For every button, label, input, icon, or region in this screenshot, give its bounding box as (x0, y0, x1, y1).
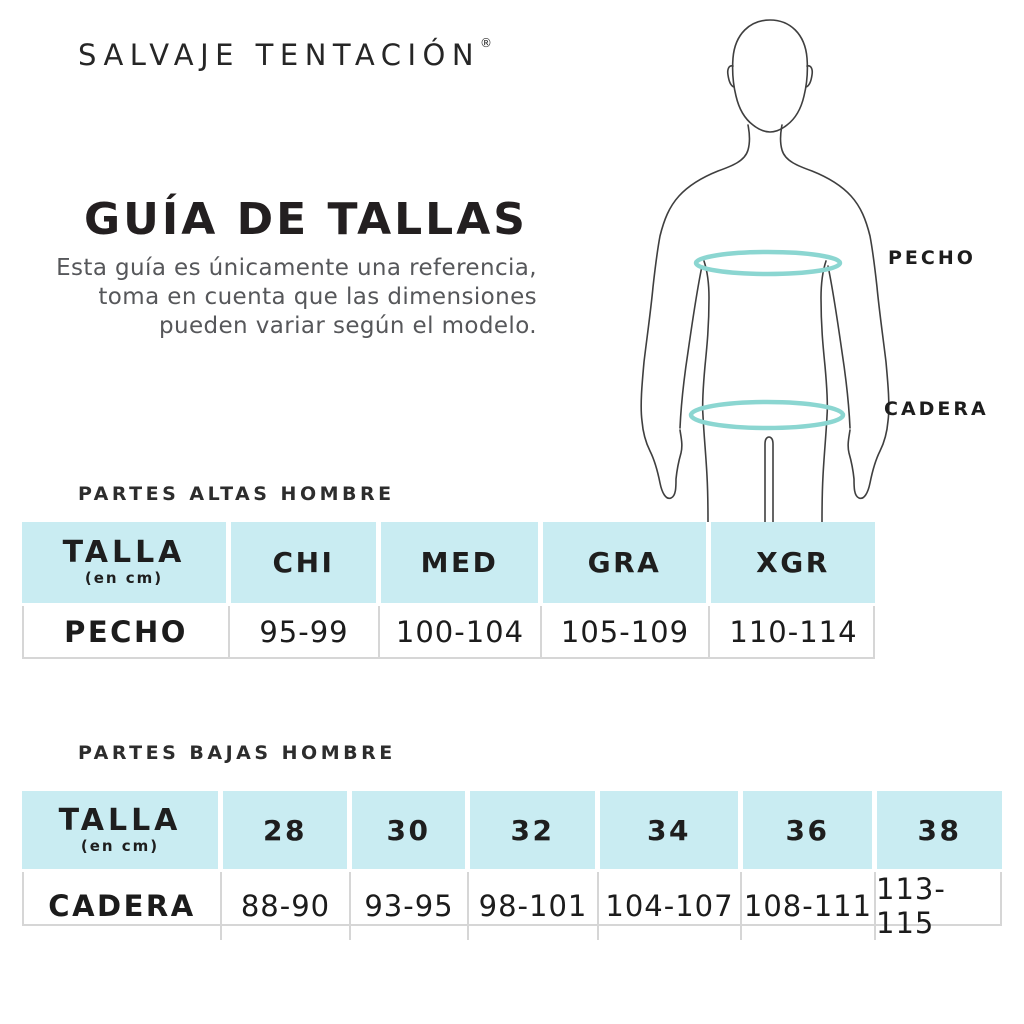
size-label: XGR (756, 546, 830, 579)
measure-value: 100-104 (378, 606, 540, 657)
figure-head (733, 20, 808, 132)
header-cell-size (706, 522, 875, 603)
size-label: 36 (785, 813, 830, 847)
talla-label: TALLA (58, 802, 182, 838)
chest-figure-label: PECHO (888, 247, 976, 269)
measure-value: 105-109 (540, 606, 708, 657)
brand-name: SALVAJE TENTACIÓN (78, 38, 481, 72)
talla-unit-label: (en cm) (80, 836, 160, 855)
size-label: 32 (510, 813, 555, 847)
size-guide-description: Esta guía es únicamente una referencia, toma en cuenta que las dimensiones pueden variar según el modelo. (56, 255, 537, 339)
talla-unit-label: (en cm) (84, 569, 164, 587)
table-header-row (22, 791, 1002, 869)
hip-figure-label: CADERA (884, 398, 989, 420)
header-cell-size (595, 791, 738, 869)
header-cell-size (738, 791, 872, 869)
measure-value: 88-90 (220, 872, 349, 940)
header-cell-talla (22, 791, 218, 869)
table-row (22, 872, 1002, 940)
section-label-partes-bajas: PARTES BAJAS HOMBRE (78, 742, 396, 764)
measure-value: 98-101 (467, 872, 597, 940)
size-label: 34 (647, 813, 691, 847)
header-cell-size (538, 522, 706, 603)
male-torso-figure (615, 14, 915, 522)
header-cell-size (465, 791, 595, 869)
measure-value: 93-95 (349, 872, 467, 940)
header-cell-size (376, 522, 538, 603)
section-label-partes-altas: PARTES ALTAS HOMBRE (78, 483, 395, 505)
brand-logo (78, 36, 492, 72)
measure-value: 95-99 (228, 606, 378, 657)
figure-right-torso-leg (821, 261, 827, 522)
header-cell-size (226, 522, 376, 603)
figure-right-outline (781, 125, 889, 498)
measure-value: 110-114 (708, 606, 877, 657)
measure-value: 113-115 (874, 872, 1004, 940)
size-label: 30 (386, 813, 431, 847)
chest-measure-line (696, 252, 840, 274)
size-label: MED (420, 546, 499, 579)
size-table-tops (22, 522, 875, 659)
hip-measure-line (691, 402, 843, 428)
header-cell-size (347, 791, 465, 869)
registered-trademark-icon: ® (480, 36, 493, 50)
table-header-row (22, 522, 875, 603)
page-title: GUÍA DE TALLAS (84, 194, 528, 245)
row-label-cadera: CADERA (48, 889, 196, 923)
row-label-pecho: PECHO (64, 614, 188, 649)
figure-left-torso-leg (703, 261, 709, 522)
header-cell-size (218, 791, 347, 869)
measure-value: 104-107 (597, 872, 740, 940)
size-label: GRA (587, 546, 662, 579)
size-table-bottoms (22, 791, 1002, 940)
header-cell-size (872, 791, 1002, 869)
talla-label: TALLA (62, 535, 186, 570)
figure-left-inner-arm (680, 266, 702, 428)
header-cell-talla (22, 522, 226, 603)
measure-value: 108-111 (740, 872, 874, 940)
table-row (22, 606, 875, 659)
size-label: CHI (272, 546, 335, 579)
size-label: 28 (263, 813, 307, 847)
figure-right-inner-arm (828, 266, 850, 428)
figure-crotch-line (765, 437, 773, 522)
size-label: 38 (917, 813, 962, 847)
figure-left-outline (641, 125, 749, 498)
